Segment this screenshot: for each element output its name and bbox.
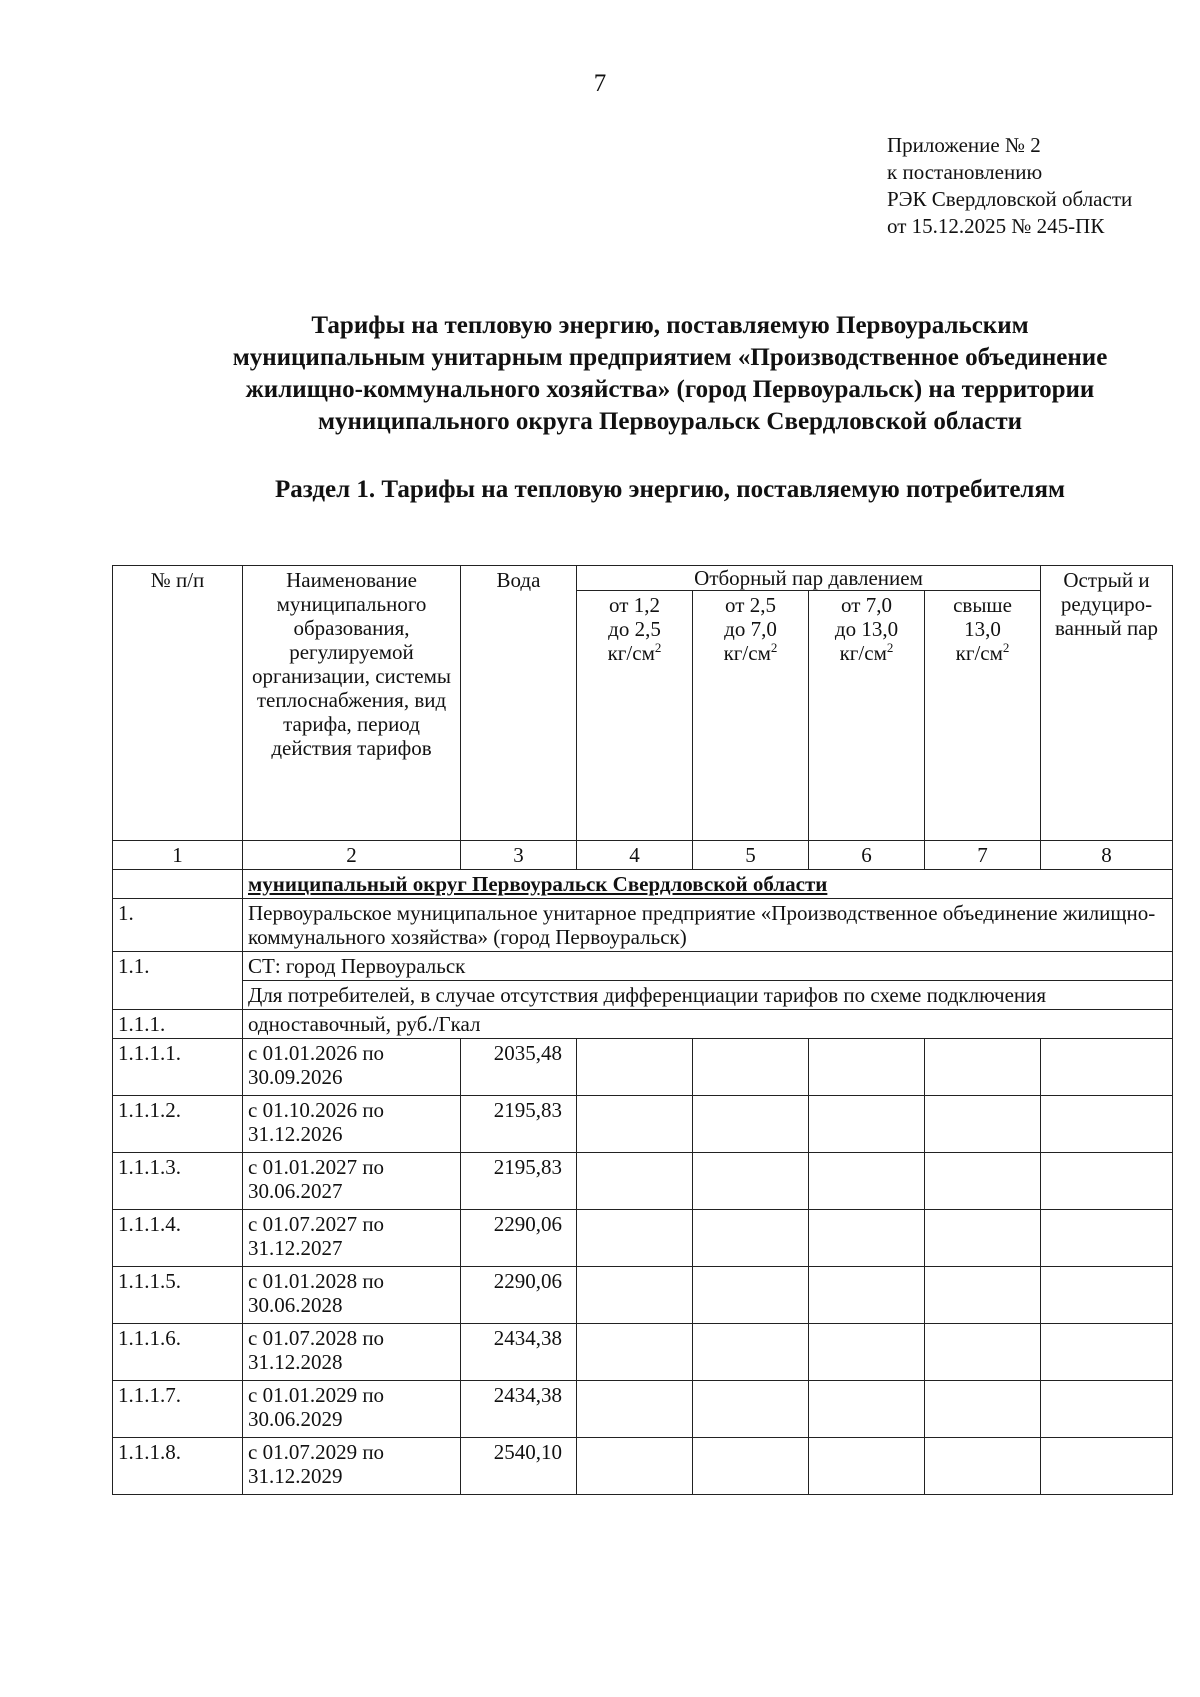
row-water-value: 2434,38 xyxy=(461,1381,577,1438)
row-num: 1.1.1.3. xyxy=(113,1153,243,1210)
pressure-from: от 2,5 xyxy=(725,593,776,617)
row-water-value: 2195,83 xyxy=(461,1153,577,1210)
pressure-to: 13,0 xyxy=(964,617,1001,641)
table-row xyxy=(113,1324,1173,1381)
row-empty-cell xyxy=(577,1381,693,1438)
row-num: 1.1.1.8. xyxy=(113,1438,243,1495)
pressure-to: до 13,0 xyxy=(834,617,899,641)
row-empty-cell xyxy=(693,1153,809,1210)
pressure-from: от 1,2 xyxy=(609,593,660,617)
header-num: № п/п xyxy=(113,566,243,841)
row-empty-cell xyxy=(809,1153,925,1210)
row-num: 1.1.1.4. xyxy=(113,1210,243,1267)
header-water: Вода xyxy=(461,566,577,841)
title-line: муниципального округа Первоуральск Свердловской области xyxy=(317,408,1023,435)
row-empty-cell xyxy=(1041,1096,1173,1153)
header-row xyxy=(113,566,1173,591)
column-number: 8 xyxy=(1041,841,1173,870)
row-num: 1.1.1.6. xyxy=(113,1324,243,1381)
row-empty-cell xyxy=(1041,1381,1173,1438)
row-num: 1.1.1.7. xyxy=(113,1381,243,1438)
title-line: жилищно-коммунального хозяйства» (город Первоуральск) на территории xyxy=(245,376,1095,403)
row-num: 1.1.1.5. xyxy=(113,1267,243,1324)
row-empty-cell xyxy=(809,1438,925,1495)
row-empty-cell xyxy=(809,1096,925,1153)
pressure-unit: $кг/см^2$ xyxy=(955,640,1010,665)
pressure-from: от 7,0 xyxy=(841,593,892,617)
system-num: 1.1. xyxy=(113,952,243,1010)
pressure-to: до 7,0 xyxy=(724,617,777,641)
district-num xyxy=(113,870,243,899)
row-empty-cell xyxy=(809,1381,925,1438)
row-empty-cell xyxy=(1041,1267,1173,1324)
row-empty-cell xyxy=(809,1267,925,1324)
row-empty-cell xyxy=(1041,1210,1173,1267)
column-number: 2 xyxy=(243,841,461,870)
row-period: с 01.01.2026 по 30.09.2026 xyxy=(243,1039,461,1096)
row-empty-cell xyxy=(577,1153,693,1210)
pressure-unit: $кг/см^2$ xyxy=(723,640,778,665)
row-empty-cell xyxy=(693,1324,809,1381)
row-water-value: 2290,06 xyxy=(461,1267,577,1324)
header-name: Наименование муниципального образования, регулируемой организации, системы теплоснабжения, вид тарифа, период действия тарифов xyxy=(243,566,461,841)
org-num: 1. xyxy=(113,899,243,952)
row-period: с 01.07.2027 по 31.12.2027 xyxy=(243,1210,461,1267)
document-title xyxy=(100,310,1200,438)
row-period: с 01.10.2026 по 31.12.2026 xyxy=(243,1096,461,1153)
pressure-unit: $кг/см^2$ xyxy=(839,640,894,665)
row-empty-cell xyxy=(925,1210,1041,1267)
row-empty-cell xyxy=(693,1267,809,1324)
row-empty-cell xyxy=(577,1324,693,1381)
row-empty-cell xyxy=(577,1039,693,1096)
pressure-unit: $кг/см^2$ xyxy=(607,640,662,665)
consumers-text: Для потребителей, в случае отсутствия дифференциации тарифов по схеме подключения xyxy=(243,981,1173,1010)
row-empty-cell xyxy=(925,1096,1041,1153)
column-number: 3 xyxy=(461,841,577,870)
row-empty-cell xyxy=(577,1438,693,1495)
row-empty-cell xyxy=(1041,1324,1173,1381)
system-name: СТ: город Первоуральск xyxy=(243,952,1173,981)
district-name: муниципальный округ Первоуральск Свердловской области xyxy=(243,870,1173,899)
row-period: с 01.07.2028 по 31.12.2028 xyxy=(243,1324,461,1381)
tariff-type-row xyxy=(113,1010,1173,1039)
row-empty-cell xyxy=(1041,1438,1173,1495)
table-row xyxy=(113,1096,1173,1153)
table-row xyxy=(113,1210,1173,1267)
header-pressure-3 xyxy=(809,591,925,841)
pressure-from: свыше xyxy=(953,593,1012,617)
row-num: 1.1.1.1. xyxy=(113,1039,243,1096)
header-pressure-2 xyxy=(693,591,809,841)
column-number: 1 xyxy=(113,841,243,870)
row-water-value: 2195,83 xyxy=(461,1096,577,1153)
appendix-line: РЭК Свердловской области xyxy=(887,187,1133,211)
header-pressure-4 xyxy=(925,591,1041,841)
row-empty-cell xyxy=(809,1324,925,1381)
row-period: с 01.07.2029 по 31.12.2029 xyxy=(243,1438,461,1495)
row-empty-cell xyxy=(577,1210,693,1267)
title-line: муниципальным унитарным предприятием «Производственное объединение xyxy=(232,344,1108,371)
org-name: Первоуральское муниципальное унитарное предприятие «Производственное объединение жилищно-коммунального хозяйства» (город Первоуральск) xyxy=(243,899,1173,952)
row-empty-cell xyxy=(1041,1153,1173,1210)
tariff-table xyxy=(112,565,1173,1495)
row-period: с 01.01.2027 по 30.06.2027 xyxy=(243,1153,461,1210)
pressure-to: до 2,5 xyxy=(608,617,661,641)
table-row xyxy=(113,1438,1173,1495)
appendix-block xyxy=(887,132,1132,240)
row-empty-cell xyxy=(809,1039,925,1096)
row-empty-cell xyxy=(925,1267,1041,1324)
row-empty-cell xyxy=(693,1210,809,1267)
row-period: с 01.01.2029 по 30.06.2029 xyxy=(243,1381,461,1438)
table-row xyxy=(113,1039,1173,1096)
title-line: Тарифы на тепловую энергию, поставляемую Первоуральским xyxy=(311,312,1029,339)
row-empty-cell xyxy=(925,1039,1041,1096)
appendix-line: от 15.12.2025 № 245-ПК xyxy=(887,214,1105,238)
org-row xyxy=(113,899,1173,952)
column-number: 7 xyxy=(925,841,1041,870)
tariff-type-name: одноставочный, руб./Гкал xyxy=(243,1010,1173,1039)
row-empty-cell xyxy=(809,1210,925,1267)
row-empty-cell xyxy=(925,1153,1041,1210)
page-number: 7 xyxy=(593,70,607,97)
tariff-type-num: 1.1.1. xyxy=(113,1010,243,1039)
column-number: 4 xyxy=(577,841,693,870)
header-sharp-steam: Острый и редуциро-ванный пар xyxy=(1041,566,1173,841)
appendix-line: Приложение № 2 xyxy=(887,133,1041,157)
row-empty-cell xyxy=(925,1438,1041,1495)
row-period: с 01.01.2028 по 30.06.2028 xyxy=(243,1267,461,1324)
row-empty-cell xyxy=(693,1381,809,1438)
appendix-line: к постановлению xyxy=(887,160,1043,184)
row-empty-cell xyxy=(693,1039,809,1096)
row-water-value: 2434,38 xyxy=(461,1324,577,1381)
table-row xyxy=(113,1381,1173,1438)
district-row xyxy=(113,870,1173,899)
column-number: 6 xyxy=(809,841,925,870)
row-empty-cell xyxy=(693,1438,809,1495)
header-steam-group: Отборный пар давлением xyxy=(577,566,1041,591)
table-row xyxy=(113,1267,1173,1324)
row-water-value: 2540,10 xyxy=(461,1438,577,1495)
row-empty-cell xyxy=(577,1096,693,1153)
header-pressure-1 xyxy=(577,591,693,841)
table-row xyxy=(113,1153,1173,1210)
row-num: 1.1.1.2. xyxy=(113,1096,243,1153)
row-empty-cell xyxy=(925,1381,1041,1438)
row-water-value: 2035,48 xyxy=(461,1039,577,1096)
column-number-row xyxy=(113,841,1173,870)
row-water-value: 2290,06 xyxy=(461,1210,577,1267)
column-number: 5 xyxy=(693,841,809,870)
row-empty-cell xyxy=(693,1096,809,1153)
section-title: Раздел 1. Тарифы на тепловую энергию, поставляемую потребителям xyxy=(274,476,1066,503)
system-row xyxy=(113,952,1173,981)
tariff-rows xyxy=(113,1039,1173,1495)
row-empty-cell xyxy=(925,1324,1041,1381)
consumers-row xyxy=(113,981,1173,1010)
row-empty-cell xyxy=(577,1267,693,1324)
row-empty-cell xyxy=(1041,1039,1173,1096)
